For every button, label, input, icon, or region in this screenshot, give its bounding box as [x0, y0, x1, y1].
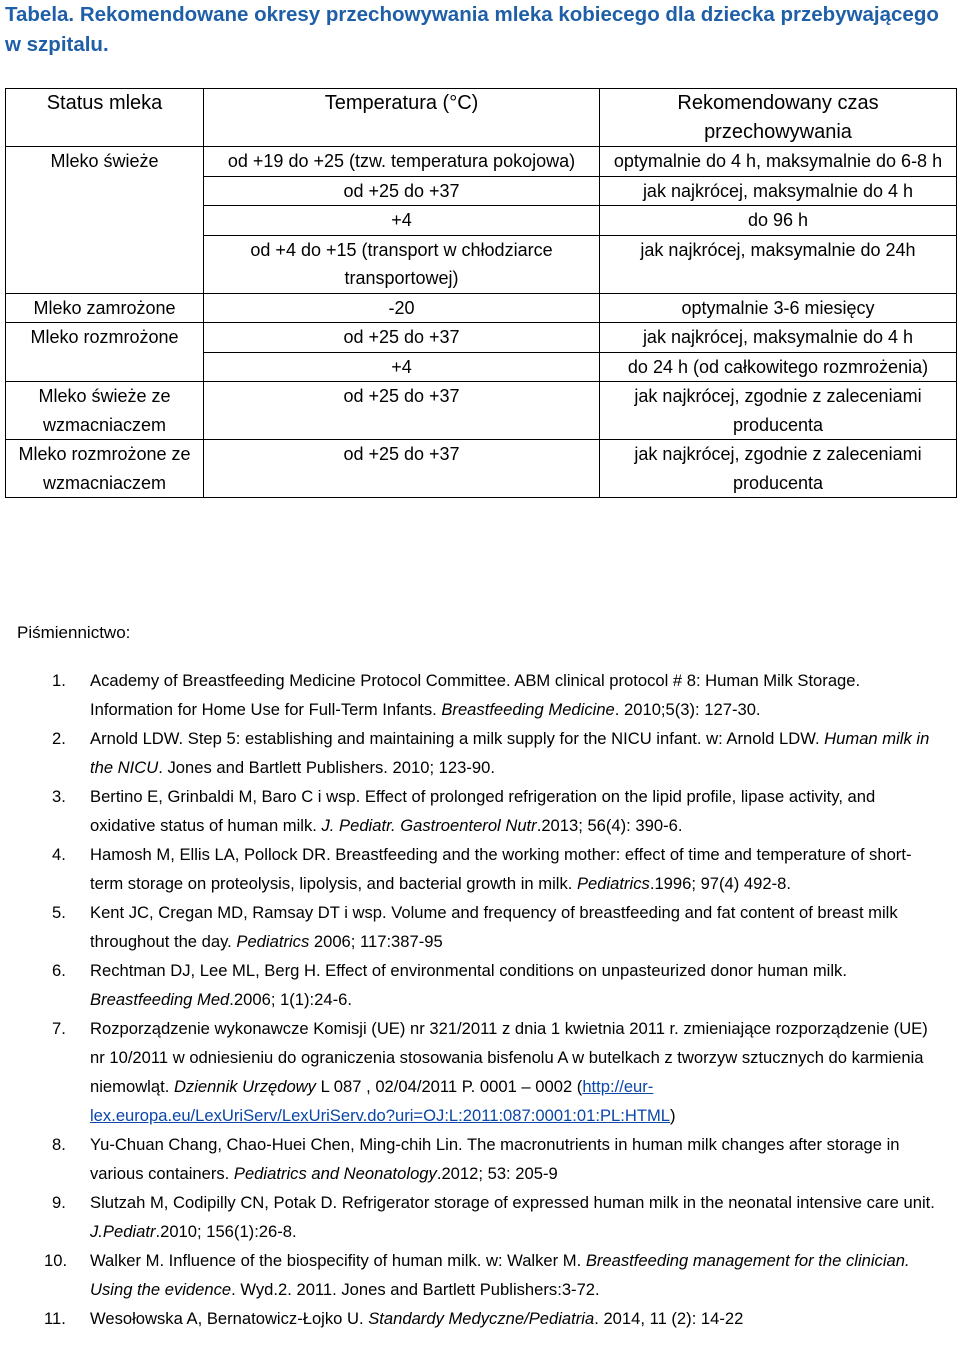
reference-text: . Wyd.2. 2011. Jones and Bartlett Publishers:3-72.: [231, 1280, 600, 1299]
reference-source-italic: J.Pediatr: [90, 1222, 156, 1241]
status-cell: Mleko rozmrożone ze wzmacniaczem: [6, 440, 204, 498]
reference-source-italic: Dziennik Urzędowy: [173, 1077, 316, 1096]
reference-item: [52, 956, 942, 1014]
status-cell: Mleko rozmrożone: [6, 323, 204, 382]
status-cell: Mleko świeże: [6, 147, 204, 294]
time-cell: optymalnie do 4 h, maksymalnie do 6-8 h: [600, 147, 957, 177]
table-header-row: [6, 89, 957, 147]
reference-text: .2010; 156(1):26-8.: [155, 1222, 297, 1241]
reference-text: . Jones and Bartlett Publishers. 2010; 123-90.: [158, 758, 495, 777]
temperature-cell: +4: [204, 352, 600, 382]
reference-text: .2006; 1(1):24-6.: [229, 990, 352, 1009]
reference-text: 2006; 117:387-95: [309, 932, 443, 951]
temperature-cell: od +25 do +37: [204, 176, 600, 206]
reference-source-italic: Pediatrics: [576, 874, 650, 893]
reference-text: Walker M. Influence of the biospecifity of human milk. w: Walker M.: [90, 1251, 586, 1270]
temperature-cell: +4: [204, 206, 600, 236]
reference-text: . 2010;5(3): 127-30.: [614, 700, 761, 719]
temperature-cell: od +19 do +25 (tzw. temperatura pokojowa): [204, 147, 600, 177]
reference-text: .2012; 53: 205-9: [436, 1164, 558, 1183]
reference-item: [52, 1188, 942, 1246]
reference-text: Hamosh M, Ellis LA, Pollock DR. Breastfeeding and the working mother: effect of time and temperature of short-term storage on proteolysis, lipolysis, and bacterial growth in milk.: [90, 845, 912, 893]
reference-number: 1.: [52, 671, 66, 690]
reference-source-italic: Human milk in the NICU: [90, 729, 930, 777]
table-row: [6, 440, 957, 498]
reference-source-italic: Breastfeeding Med: [90, 990, 230, 1009]
status-cell: Mleko świeże ze wzmacniaczem: [6, 382, 204, 440]
reference-source-italic: Breastfeeding management for the clinician. Using the evidence: [90, 1251, 910, 1299]
temperature-cell: od +25 do +37: [204, 382, 600, 440]
reference-text: .1996; 97(4) 492-8.: [649, 874, 791, 893]
column-header-temperature: Temperatura (°C): [204, 89, 600, 147]
temperature-cell: od +25 do +37: [204, 323, 600, 353]
reference-source-italic: Pediatrics and Neonatology: [233, 1164, 437, 1183]
table-row: [6, 323, 957, 353]
reference-source-italic: Standardy Medyczne/Pediatria: [368, 1309, 595, 1328]
column-header-time: Rekomendowany czas przechowywania: [600, 89, 957, 147]
reference-text: Academy of Breastfeeding Medicine Protocol Committee. ABM clinical protocol # 8: Human Milk Storage. Information for Home Use for Full-Term Infants.: [90, 671, 861, 719]
reference-text: .2013; 56(4): 390-6.: [536, 816, 683, 835]
reference-number: 6.: [52, 961, 66, 980]
reference-number: 8.: [52, 1135, 66, 1154]
reference-item: [52, 724, 942, 782]
reference-text: Wesołowska A, Bernatowicz-Łojko U.: [90, 1309, 369, 1328]
reference-number: 7.: [52, 1019, 66, 1038]
reference-source-italic: Breastfeeding Medicine: [441, 700, 615, 719]
time-cell: jak najkrócej, maksymalnie do 24h: [600, 235, 957, 293]
time-cell: jak najkrócej, zgodnie z zaleceniami producenta: [600, 382, 957, 440]
reference-source-italic: J. Pediatr. Gastroenterol Nutr: [321, 816, 537, 835]
column-header-status: Status mleka: [6, 89, 204, 147]
reference-link[interactable]: http://eur-lex.europa.eu/LexUriServ/LexUriServ.do?uri=OJ:L:2011:087:0001:01:PL:HTML: [90, 1077, 671, 1125]
reference-text: Bertino E, Grinbaldi M, Baro C i wsp. Effect of prolonged refrigeration on the lipid profile, lipase activity, and oxidative status of human milk.: [90, 787, 876, 835]
references-heading: Piśmiennictwo:: [17, 623, 131, 642]
time-cell: jak najkrócej, zgodnie z zaleceniami producenta: [600, 440, 957, 498]
table-row: [6, 147, 957, 177]
time-cell: optymalnie 3-6 miesięcy: [600, 293, 957, 323]
reference-text: Arnold LDW. Step 5: establishing and maintaining a milk supply for the NICU infant. w: Arnold LDW.: [90, 729, 825, 748]
reference-text: Yu-Chuan Chang, Chao-Huei Chen, Ming-chih Lin. The macronutrients in human milk changes after storage in various containers.: [90, 1135, 900, 1183]
time-cell: jak najkrócej, maksymalnie do 4 h: [600, 176, 957, 206]
reference-item: [44, 1304, 942, 1333]
reference-text: Kent JC, Cregan MD, Ramsay DT i wsp. Volume and frequency of breastfeeding and fat content of breast milk throughout the day.: [90, 903, 898, 951]
reference-number: 5.: [52, 903, 66, 922]
reference-item: [44, 1246, 942, 1304]
time-cell: do 96 h: [600, 206, 957, 236]
reference-item: [52, 666, 942, 724]
reference-text: ): [670, 1106, 676, 1125]
reference-number: 4.: [52, 845, 66, 864]
time-cell: jak najkrócej, maksymalnie do 4 h: [600, 323, 957, 353]
reference-number: 9.: [52, 1193, 66, 1212]
reference-text: Rechtman DJ, Lee ML, Berg H. Effect of environmental conditions on unpasteurized donor human milk.: [90, 961, 847, 980]
reference-text: L 087 , 02/04/2011 P. 0001 – 0002 (: [315, 1077, 583, 1096]
reference-item: [52, 1014, 942, 1130]
temperature-cell: od +25 do +37: [204, 440, 600, 498]
temperature-cell: od +4 do +15 (transport w chłodziarce transportowej): [204, 235, 600, 293]
temperature-cell: -20: [204, 293, 600, 323]
reference-item: [52, 840, 942, 898]
reference-number: 11.: [44, 1309, 66, 1328]
reference-number: 3.: [52, 787, 66, 806]
reference-text: . 2014, 11 (2): 14-22: [594, 1309, 744, 1328]
time-cell: do 24 h (od całkowitego rozmrożenia): [600, 352, 957, 382]
reference-item: [52, 898, 942, 956]
reference-text: Rozporządzenie wykonawcze Komisji (UE) nr 321/2011 z dnia 1 kwietnia 2011 r. zmieniające rozporządzenie (UE) nr 10/2011 w odniesieniu do ograniczenia stosowania bisfenolu A w butelkach z tworzyw sztucznych do karmienia niemowląt.: [90, 1019, 928, 1096]
reference-item: [52, 782, 942, 840]
reference-source-italic: Pediatrics: [236, 932, 310, 951]
table-row: [6, 293, 957, 323]
reference-number: 2.: [52, 729, 66, 748]
reference-number: 10.: [44, 1251, 68, 1270]
references-list: [44, 666, 942, 1333]
status-cell: Mleko zamrożone: [6, 293, 204, 323]
reference-text: Slutzah M, Codipilly CN, Potak D. Refrigerator storage of expressed human milk in the neonatal intensive care unit.: [90, 1193, 935, 1212]
table-row: [6, 382, 957, 440]
reference-item: [52, 1130, 942, 1188]
document-title: Tabela. Rekomendowane okresy przechowywania mleka kobiecego dla dziecka przebywającego w szpitalu.: [5, 3, 939, 56]
storage-table: [5, 88, 957, 498]
